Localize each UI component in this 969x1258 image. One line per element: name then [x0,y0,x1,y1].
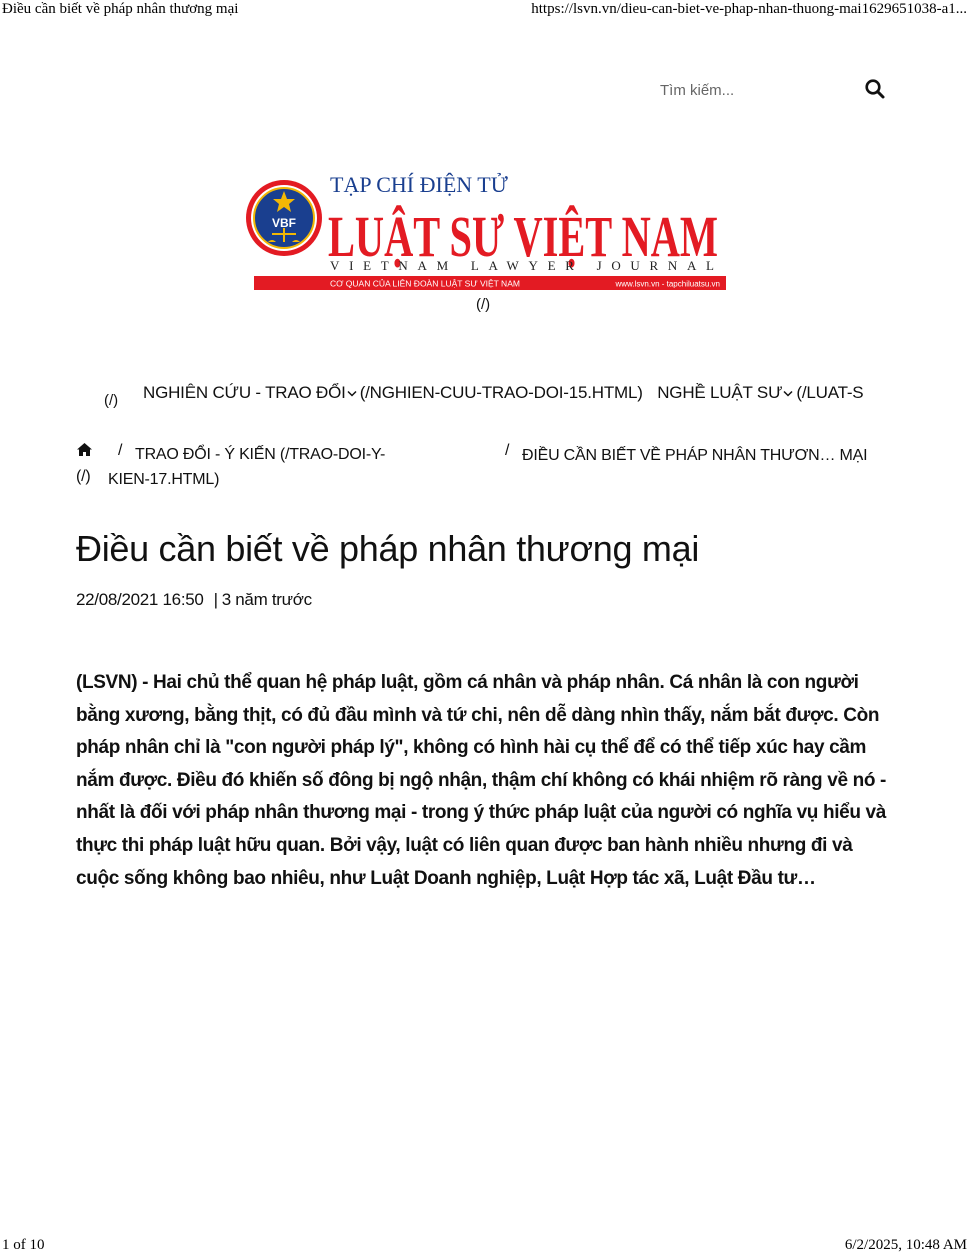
logo-band-left: CƠ QUAN CỦA LIÊN ĐOÀN LUẬT SƯ VIỆT NAM [330,278,520,289]
chevron-down-icon [783,390,793,398]
breadcrumb-home[interactable] [76,442,93,462]
print-header [0,0,969,22]
logo-band-right: www.lsvn.vn - tapchiluatsu.vn [615,279,720,289]
print-footer-datetime: 6/2/2025, 10:48 AM [844,1237,967,1253]
search-bar [650,74,895,106]
search-button[interactable] [864,78,888,102]
main-nav [0,378,915,412]
breadcrumb-separator: / [505,442,510,459]
breadcrumb-home-link[interactable]: (/) [76,468,91,485]
nav-item-href: (/LUAT-S [796,383,864,402]
search-input[interactable] [650,74,862,106]
logo-badge-text: VBF [272,216,296,230]
breadcrumb-current: ĐIỀU CẦN BIẾT VỀ PHÁP NHÂN THƯƠN… MẠI [522,447,868,464]
article-lead: (LSVN) - Hai chủ thể quan hệ pháp luật, gồm cá nhân và pháp nhân. Cá nhân là con người bằng xương, bằng thịt, có đủ đầu mình và tứ chi, nên dễ dàng nhìn thấy, nắm bắt được. Còn pháp nhân chỉ là "con người pháp lý", không có hình hài cụ thể để có thể tiếp xúc hay cầm nắm được. Điều đó khiến số đông bị ngộ nhận, thậm chí không có khái nhiệm rõ ràng về nó - nhất là đối với pháp nhân thương mại - trong ý thức pháp luật của người có nghĩa vụ hiểu và thực thi pháp luật hữu quan. Bởi vậy, luật có liên quan được ban hành nhiều nhưng đi và cuộc sống không bao nhiêu, như Luật Doanh nghiệp, Luật Hợp tác xã, Luật Đầu tư… [76,672,887,889]
nav-item-nghe-luat-su[interactable] [657,383,863,403]
nav-item-label: NGHỀ LUẬT SƯ [657,383,783,402]
breadcrumb-category[interactable]: TRAO ĐỔI - Ý KIẾN (/TRAO-DOI-Y-KIEN-17.HTML) [108,446,386,488]
logo-top-text: TẠP CHÍ ĐIỆN TỬ [330,172,508,197]
print-header-title: Điều cần biết về pháp nhân thương mại [2,1,239,17]
logo-graphic [244,170,728,294]
article-date: 22/08/2021 16:50 [76,590,204,609]
logo-main-text: LUẬT SƯ VIỆT NAM [328,204,718,269]
print-header-url: https://lsvn.vn/dieu-can-biet-ve-phap-nhan-thuong-mai1629651038-a1... [531,1,967,17]
print-footer-page: 1 of 10 [2,1237,45,1253]
article-relative-time: 3 năm trước [221,590,312,609]
chevron-down-icon [347,390,357,398]
article-meta [76,590,312,610]
breadcrumb-separator: / [118,442,123,459]
nav-item-href: (/NGHIEN-CUU-TRAO-DOI-15.HTML) [359,383,643,402]
site-logo[interactable] [244,170,728,294]
logo-link-text[interactable]: (/) [476,296,491,313]
nav-home-link[interactable]: (/) [104,392,119,409]
logo-sub-text: VIETNAM LAWYER JOURNAL [330,258,714,273]
breadcrumb [0,440,969,500]
meta-separator: | [213,590,218,609]
search-icon [864,78,886,100]
home-icon [76,442,93,457]
nav-item-nghien-cuu[interactable] [143,383,643,403]
print-footer [0,1236,969,1258]
article-title: Điều cần biết về pháp nhân thương mại [76,528,700,569]
nav-item-label: NGHIÊN CỨU - TRAO ĐỔI [143,383,346,402]
